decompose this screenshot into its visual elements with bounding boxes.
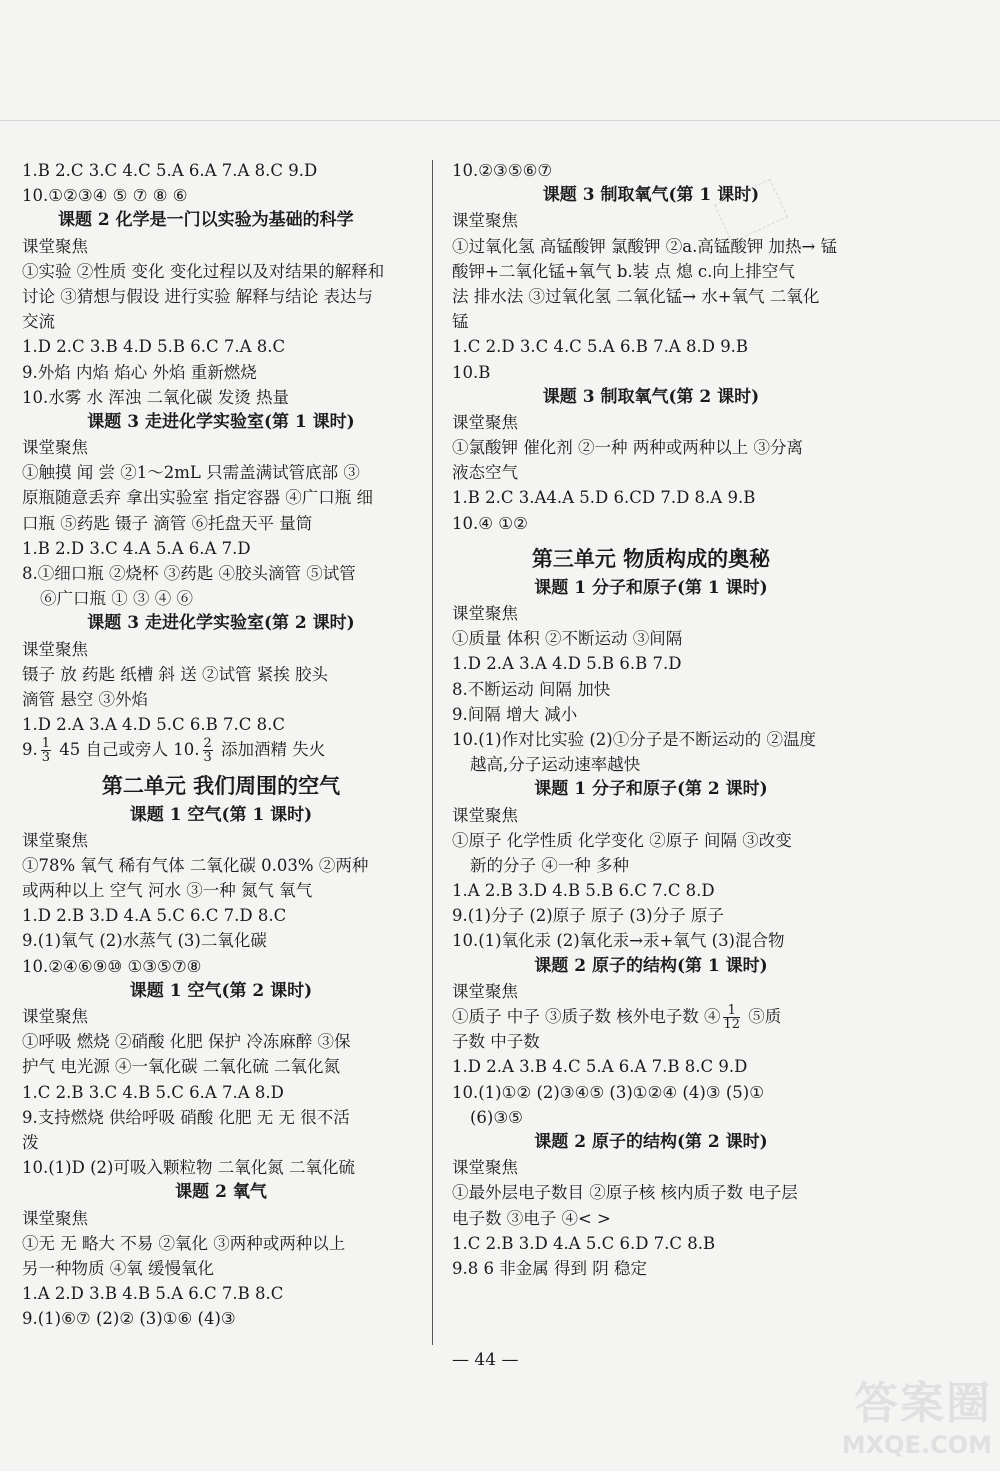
answer-line: 课堂聚焦	[452, 981, 518, 1001]
section-heading: 课题 2 原子的结构(第 2 课时)	[534, 1131, 768, 1152]
answer-line: 10.(1)D (2)可吸入颗粒物 二氧化氮 二氧化硫	[22, 1158, 355, 1178]
answer-line: 1.C 2.B 3.D 4.A 5.C 6.D 7.C 8.B	[452, 1233, 716, 1253]
section-heading: 第三单元 物质构成的奥秘	[531, 545, 771, 571]
section-heading: 课题 1 分子和原子(第 1 课时)	[534, 577, 768, 598]
fraction-denominator: 3	[203, 750, 212, 766]
answer-line: 9.支持燃烧 供给呼吸 硝酸 化肥 无 无 很不活	[22, 1107, 350, 1127]
answer-line: 口瓶 ⑤药匙 镊子 滴管 ⑥托盘天平 量筒	[22, 513, 313, 533]
section-heading: 课题 1 分子和原子(第 2 课时)	[534, 779, 768, 800]
answer-text: 9.	[22, 740, 38, 760]
answer-line: 1.B 2.C 3.C 4.C 5.A 6.A 7.A 8.C 9.D	[22, 161, 318, 180]
answer-line: 8.①细口瓶 ②烧杯 ③药匙 ④胶头滴管 ⑤试管	[22, 564, 356, 583]
answer-line: 泼	[22, 1132, 39, 1152]
answer-line: 镊子 放 药匙 纸槽 斜 送 ②试管 紧挨 胶头	[22, 664, 328, 684]
answer-line: 9.(1)氧气 (2)水蒸气 (3)二氧化碳	[22, 931, 267, 951]
answer-line: 原瓶随意丢弃 拿出实验室 指定容器 ④广口瓶 细	[22, 488, 373, 508]
section-heading: 第二单元 我们周围的空气	[101, 772, 341, 798]
scan-top-line	[0, 120, 1000, 121]
answer-line: 课堂聚焦	[452, 604, 518, 623]
column-divider	[432, 160, 433, 1345]
answer-line: 8.不断运动 间隔 加快	[452, 679, 611, 699]
fraction-denominator: 3	[41, 750, 51, 766]
fraction	[203, 737, 213, 764]
answer-line: 讨论 ③猜想与假设 进行实验 解释与结论 表达与	[22, 286, 373, 306]
answer-line: ①过氧化氢 高锰酸钾 氯酸钾 ②a.高锰酸钾 加热→ 锰	[452, 236, 838, 256]
answer-line: 液态空气	[452, 463, 518, 483]
watermark-text: 答案圈	[854, 1378, 992, 1429]
watermark-logo	[842, 1367, 992, 1459]
answer-line: 9.外焰 内焰 焰心 外焰 重新燃烧	[22, 362, 257, 382]
fraction-numerator: 1	[41, 736, 51, 752]
answer-line: ①78% 氧气 稀有气体 二氧化碳 0.03% ②两种	[22, 855, 369, 875]
answer-line: 子数 中子数	[452, 1032, 540, 1052]
section-heading: 课题 1 空气(第 2 课时)	[129, 980, 313, 1001]
answer-line: 护气 电光源 ④一氧化碳 二氧化硫 二氧化氮	[22, 1057, 340, 1077]
answer-line: 10.②④⑥⑨⑩ ①③⑤⑦⑧	[22, 956, 202, 976]
answer-line: 10.④ ①②	[452, 513, 528, 533]
answer-line	[22, 736, 420, 766]
answer-line: ①呼吸 燃烧 ②硝酸 化肥 保护 冷冻麻醉 ③保	[22, 1032, 351, 1052]
answer-line: ①最外层电子数目 ②原子核 核内质子数 电子层	[452, 1183, 798, 1203]
answer-line: 课堂聚焦	[452, 805, 518, 825]
answer-line: 10.B	[452, 362, 491, 382]
answer-line: 课堂聚焦	[22, 830, 88, 850]
answer-text: 45 自己或旁人 10.	[54, 740, 200, 760]
answer-line: 10.水雾 水 浑浊 二氧化碳 发烫 热量	[22, 387, 289, 407]
section-heading: 课题 2 化学是一门以实验为基础的科学	[58, 210, 354, 231]
answer-line: 1.D 2.A 3.B 4.C 5.A 6.A 7.B 8.C 9.D	[452, 1057, 748, 1077]
answer-text: ①质子 中子 ③质子数 核外电子数 ④	[452, 1007, 721, 1026]
answer-line: 10.①②③④ ⑤ ⑦ ⑧ ⑥	[22, 186, 188, 206]
answer-line: (6)③⑤	[470, 1107, 523, 1127]
answer-line: 课堂聚焦	[22, 1208, 88, 1228]
answer-line: 电子数 ③电子 ④< >	[452, 1208, 611, 1228]
answer-line: 1.A 2.B 3.D 4.B 5.B 6.C 7.C 8.D	[452, 881, 715, 901]
answer-line: 1.B 2.C 3.A4.A 5.D 6.CD 7.D 8.A 9.B	[452, 488, 756, 508]
section-heading: 课题 3 制取氧气(第 2 课时)	[542, 386, 760, 407]
answer-line: 1.C 2.D 3.C 4.C 5.A 6.B 7.A 8.D 9.B	[452, 337, 749, 357]
answer-line: 10.(1)氧化汞 (2)氧化汞→汞+氧气 (3)混合物	[452, 931, 785, 951]
fraction	[723, 1004, 740, 1031]
answer-line: 课堂聚焦	[22, 236, 88, 256]
answer-line: ①氯酸钾 催化剂 ②一种 两种或两种以上 ③分离	[452, 438, 803, 458]
answer-line: 新的分子 ④一种 多种	[470, 855, 629, 875]
answer-line: 课堂聚焦	[22, 639, 88, 659]
section-heading: 课题 3 走进化学实验室(第 1 课时)	[87, 411, 355, 432]
answer-text: 添加酒精 失火	[215, 740, 326, 760]
answer-line: ①无 无 略大 不易 ②氧化 ③两种或两种以上	[22, 1233, 346, 1253]
answer-line: 10.(1)作对比实验 (2)①分子是不断运动的 ②温度	[452, 729, 816, 749]
answer-line: 1.A 2.D 3.B 4.B 5.A 6.C 7.B 8.C	[22, 1284, 284, 1304]
answer-line: 越高,分子运动速率越快	[470, 755, 641, 775]
answer-line	[452, 1003, 850, 1032]
fraction-numerator: 1	[723, 1004, 740, 1018]
section-heading: 课题 2 氧气	[175, 1182, 267, 1203]
section-heading: 课题 3 走进化学实验室(第 2 课时)	[87, 613, 355, 634]
answer-line: 9.(1)分子 (2)原子 原子 (3)分子 原子	[452, 906, 724, 926]
answer-line: 10.②③⑤⑥⑦	[452, 161, 553, 180]
fraction	[41, 737, 51, 764]
answer-line: ①质量 体积 ②不断运动 ③间隔	[452, 629, 683, 649]
answer-line: 1.D 2.A 3.A 4.D 5.B 6.B 7.D	[452, 654, 682, 674]
fraction-numerator: 2	[203, 736, 212, 752]
answer-line: 1.D 2.C 3.B 4.D 5.B 6.C 7.A 8.C	[22, 337, 286, 357]
answer-line: ①触摸 闻 尝 ②1～2mL 只需盖满试管底部 ③	[22, 463, 360, 483]
answer-line: 法 排水法 ③过氧化氢 二氧化锰→ 水+氧气 二氧化	[452, 286, 820, 306]
answer-line: 滴管 悬空 ③外焰	[22, 689, 148, 709]
answer-line: 或两种以上 空气 河水 ③一种 氮气 氧气	[22, 881, 313, 901]
left-column	[22, 158, 420, 1331]
answer-line: 1.B 2.D 3.C 4.A 5.A 6.A 7.D	[22, 538, 251, 558]
answer-line: 9.(1)⑥⑦ (2)② (3)①⑥ (4)③	[22, 1309, 236, 1329]
answer-line: 1.C 2.B 3.C 4.B 5.C 6.A 7.A 8.D	[22, 1082, 284, 1102]
right-column	[452, 158, 850, 1281]
answer-line: ①原子 化学性质 化学变化 ②原子 间隔 ③改变	[452, 830, 792, 850]
answer-line: 9.间隔 增大 减小	[452, 704, 578, 724]
answer-line: 课堂聚焦	[452, 211, 518, 231]
page-number: — 44 —	[452, 1350, 519, 1370]
answer-line: 课堂聚焦	[22, 1007, 88, 1026]
answer-line: 10.(1)①② (2)③④⑤ (3)①②④ (4)③ (5)①	[452, 1082, 765, 1102]
answer-line: ⑥广口瓶 ① ③ ④ ⑥	[40, 589, 193, 609]
answer-line: 锰	[452, 312, 469, 332]
section-heading: 课题 2 原子的结构(第 1 课时)	[534, 955, 768, 976]
answer-line: 另一种物质 ④氧 缓慢氧化	[22, 1258, 214, 1278]
answer-line: 酸钾+二氧化锰+氧气 b.装 点 熄 c.向上排空气	[452, 261, 795, 281]
answer-line: ①实验 ②性质 变化 变化过程以及对结果的解释和	[22, 261, 385, 281]
answer-line: 课堂聚焦	[452, 1158, 518, 1178]
answer-line: 1.D 2.A 3.A 4.D 5.C 6.B 7.C 8.C	[22, 715, 285, 735]
answer-line: 1.D 2.B 3.D 4.A 5.C 6.C 7.D 8.C	[22, 906, 287, 926]
answer-line: 9.8 6 非金属 得到 阴 稳定	[452, 1258, 647, 1278]
answer-line: 交流	[22, 312, 55, 332]
section-heading: 课题 1 空气(第 1 课时)	[129, 804, 313, 825]
answer-line: 课堂聚焦	[22, 438, 88, 458]
section-heading: 课题 3 制取氧气(第 1 课时)	[542, 185, 760, 206]
answer-text: ⑤质	[743, 1007, 782, 1026]
fraction-denominator: 12	[723, 1017, 741, 1032]
watermark-url: MXQE.COM	[841, 1431, 992, 1459]
answer-line: 课堂聚焦	[452, 412, 518, 432]
